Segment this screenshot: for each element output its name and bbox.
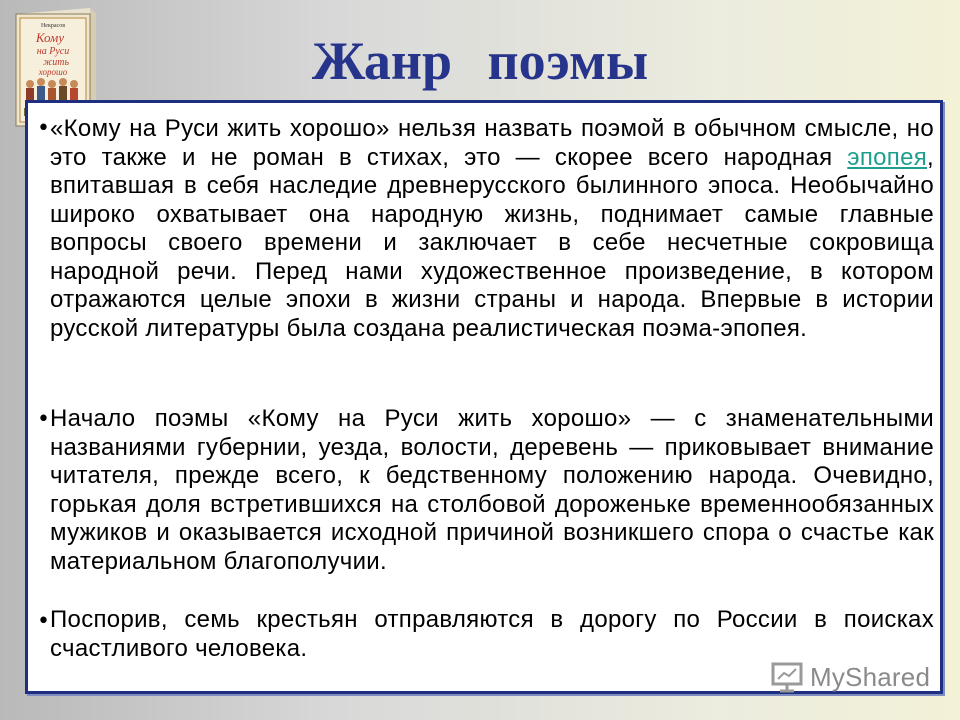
text-panel: [25, 100, 943, 694]
paragraph-1: «Кому на Руси жить хорошо» нельзя назвать поэмой в обычном смысле, но это также и не роман в стихах, это — скорее всего народная эпопея, впитавшая в себя наследие древнерусского былинного эпоса. Необычайно широко охватывает она народную жизнь, поднимает самые главные вопросы своего времени и заключает в себе несчетные сокровища народной речи. Перед нами художественное произведение, в котором отражаются целые эпохи в жизни страны и народа. Впервые в истории русской литературы была создана реалистическая поэма-эпопея.: [50, 115, 934, 342]
svg-text:на Руси: на Руси: [36, 46, 70, 57]
paragraph-3: Поспорив, семь крестьян отправляются в дорогу по России в поисках счастливого человека.: [50, 606, 934, 662]
myshared-watermark: [770, 659, 940, 695]
svg-text:жить: жить: [42, 57, 70, 68]
bullet-1: •: [37, 116, 50, 141]
bullet-2: •: [37, 407, 50, 432]
presentation-icon: [770, 661, 804, 693]
slide-title: Жанр поэмы: [311, 31, 649, 91]
paragraph-2: Начало поэмы «Кому на Руси жить хорошо» — с знаменательными названиями губернии, уезда, волости, деревень — приковывает внимание читателя, прежде всего, к бедственному положению народа. Очевидно, горькая доля встретившихся на столбовой дороженьке временнообязанных мужиков и оказывается исходной причиной возникшего спора о счастье как материальном благополучии.: [50, 405, 934, 575]
watermark-text: MyShared: [810, 661, 931, 692]
svg-text:Некрасов: Некрасов: [40, 23, 66, 29]
svg-text:хорошо: хорошо: [38, 67, 68, 77]
link-epopeya[interactable]: эпопея: [847, 143, 928, 171]
bullet-3: •: [37, 609, 50, 634]
svg-text:Кому: Кому: [35, 30, 65, 45]
